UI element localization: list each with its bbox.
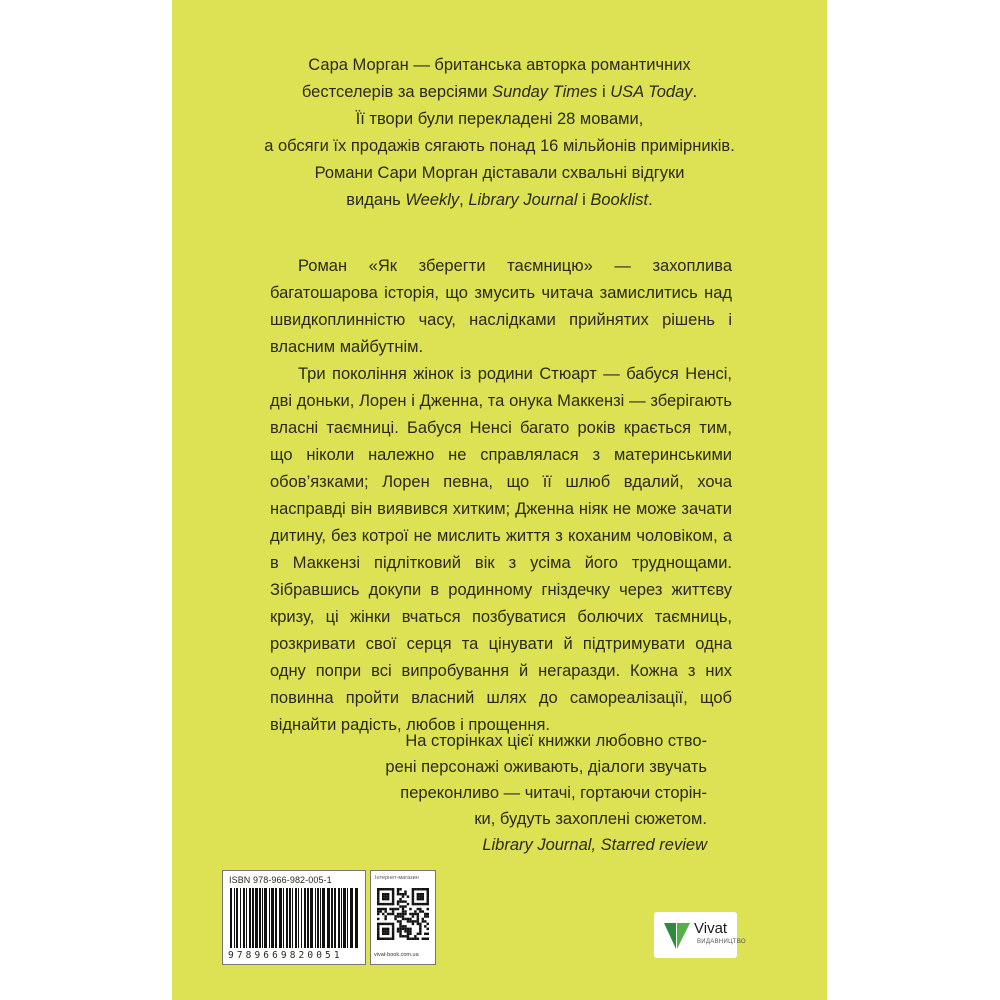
author-bio-line [172, 79, 827, 106]
text: , [459, 191, 469, 209]
qr-url: vivat-book.com.ua [374, 952, 419, 958]
library-journal-title: Library Journal [468, 191, 578, 209]
publisher-subtitle: ВИДАВНИЦТВО [697, 939, 746, 945]
review-quote [342, 728, 707, 858]
book-description [270, 253, 732, 739]
vivat-leaf-icon [662, 919, 692, 951]
author-bio-line: Її твори були перекладені 28 мовами, [355, 110, 644, 128]
author-bio-line: а обсяги їх продажів сягають понад 16 мільйонів примірників. [264, 137, 735, 155]
booklist-title: Booklist [590, 191, 649, 209]
usa-today-title: USA Today [610, 83, 693, 101]
barcode-icon [230, 888, 358, 948]
text: і [597, 83, 611, 101]
review-line: На сторінках цієї книжки любовно ство- [405, 732, 707, 750]
weekly-title: Weekly [405, 191, 460, 209]
qr-code-icon [377, 888, 429, 940]
publisher-logo [654, 912, 746, 958]
barcode-number: 9789669820051 [228, 950, 343, 961]
text: бестселерів за версіями [301, 83, 493, 101]
author-bio [172, 52, 827, 214]
review-source: Library Journal, Starred review [482, 836, 707, 854]
author-bio-line: Романи Сари Морган діставали схвальні відгуки [314, 164, 685, 182]
text: . [648, 191, 653, 209]
text: видань [346, 191, 406, 209]
review-line: ки, будуть захоплені сюжетом. [474, 810, 707, 828]
description-paragraph: Три покоління жінок із родини Стюарт — бабуся Ненсі, дві доньки, Лорен і Дженна, та онука Маккензі — зберігають власні таємниці. Бабуся Ненсі багато років крається тим, що ніколи належно не справлялася з материнськими обов’язками; Лорен певна, що її шлюб вдалий, хоча насправді він виявився хитким; Дженна ніяк не може зачати дитину, без котрої не мислить життя з коханим чоловіком, а в Маккензі підлітковий вік з усіма його труднощами. Зібравшись докупи в родинному гніздечку через життєву кризу, ці жінки вчаться позбуватися болючих таємниць, розкривати свої серця та цінувати й підтримувати одна одну попри всі випробування й негаразди. Кожна з них повинна пройти власний шлях до самореалізації, щоб віднайти радість, любов і прощення. [270, 365, 732, 734]
text: і [577, 191, 591, 209]
publisher-name: Vivat [694, 920, 728, 937]
back-cover [172, 0, 827, 1000]
author-bio-line: Сара Морган — британська авторка романтичних [308, 56, 691, 74]
sunday-times-title: Sunday Times [492, 83, 598, 101]
qr-panel [370, 870, 436, 965]
review-line: рені персонажі оживають, діалоги звучать [385, 758, 707, 776]
author-bio-line [172, 187, 827, 214]
qr-top-label: Інтернет-магазин [375, 875, 419, 881]
barcode-panel [222, 870, 366, 965]
text: . [692, 83, 698, 101]
description-paragraph: Роман «Як зберегти таємницю» — захоплива багатошарова історія, що змусить читача замислитись над швидкоплинністю часу, наслідками прийнятих рішень і власним майбутнім. [270, 257, 732, 356]
isbn-label: ISBN 978-966-982-005-1 [229, 875, 332, 885]
review-line: переконливо — читачі, гортаючи сторін- [400, 784, 707, 802]
